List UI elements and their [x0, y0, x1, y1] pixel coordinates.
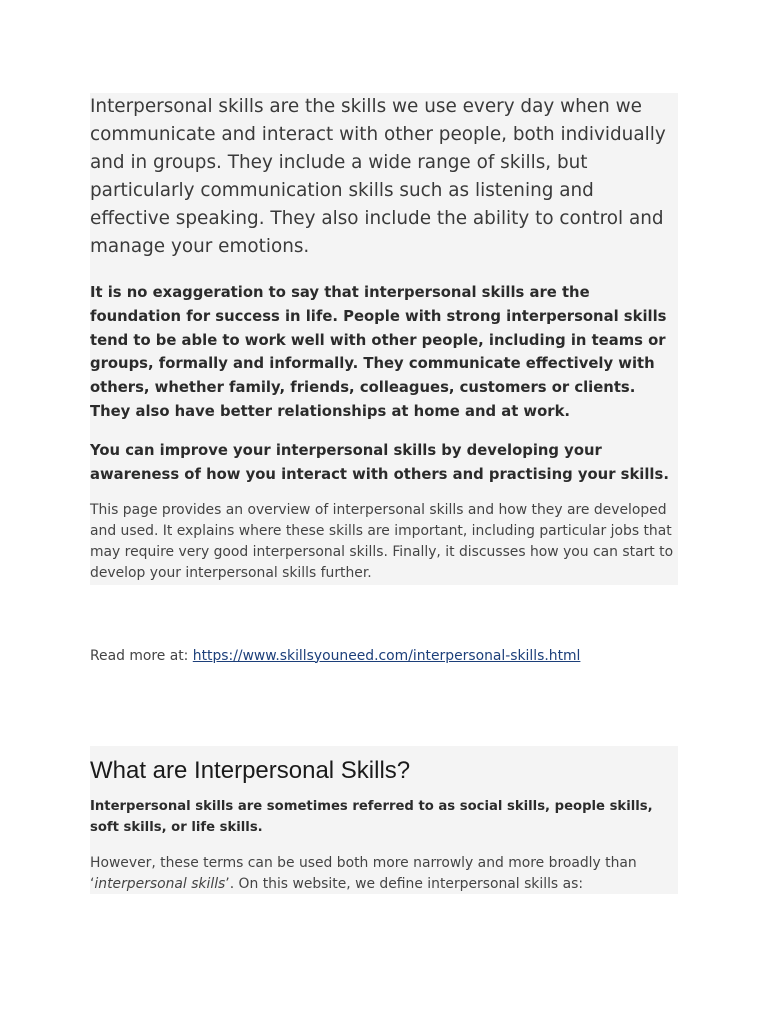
definition-line: However, these terms can be used both more narrowly and more broadly than: [90, 854, 637, 871]
emphasis-line: tend to be able to work well with other people, including in teams or: [90, 331, 666, 349]
emphasis-line: It is no exaggeration to say that interpersonal skills are the: [90, 284, 590, 301]
overview-line: and used. It explains where these skills are important, including particular jobs that: [90, 523, 672, 540]
defined-term: interpersonal skills: [94, 875, 226, 892]
lead-line: communicate and interact with other people, both individually: [90, 124, 666, 145]
source-link[interactable]: https://www.skillsyouneed.com/interpersonal-skills.html: [192, 647, 581, 664]
lead-line: manage your emotions.: [90, 236, 310, 257]
definition-rest: ’. On this website, we define interpersonal skills as:: [225, 875, 584, 892]
emphasis-line: They also have better relationships at home and at work.: [90, 402, 571, 420]
lead-line: particularly communication skills such as listening and: [90, 180, 594, 201]
lead-line: effective speaking. They also include the ability to control and: [90, 208, 664, 229]
overview-line: may require very good interpersonal skills. Finally, it discusses how you can start to: [90, 544, 674, 561]
emphasis-line: groups, formally and informally. They communicate effectively with: [90, 355, 655, 373]
open-quote: ‘: [90, 875, 95, 892]
lead-paragraph: [90, 93, 678, 261]
read-more-label: Read more at:: [90, 647, 189, 664]
synonyms-paragraph: [90, 796, 678, 838]
emphasis-line: foundation for success in life. People with strong interpersonal skills: [90, 307, 667, 325]
overview-line: This page provides an overview of interpersonal skills and how they are developed: [90, 502, 667, 519]
definition-line: [90, 874, 678, 895]
improve-line: awareness of how you interact with others and practising your skills.: [90, 465, 669, 483]
lead-line: and in groups. They include a wide range of skills, but: [90, 152, 588, 173]
lead-line: Interpersonal skills are the skills we use every day when we: [90, 96, 642, 117]
definition-paragraph: [90, 853, 678, 895]
emphasis-line: others, whether family, friends, colleagues, customers or clients.: [90, 379, 636, 397]
overview-paragraph: [90, 500, 678, 584]
emphasis-paragraph: [90, 281, 678, 424]
improve-line: You can improve your interpersonal skills by developing your: [90, 441, 602, 459]
read-more-line: [90, 646, 580, 667]
improve-paragraph: [90, 439, 678, 487]
intro-panel: [90, 93, 678, 585]
section-heading: What are Interpersonal Skills?: [90, 757, 411, 784]
synonyms-line: soft skills, or life skills.: [90, 819, 263, 835]
overview-line: develop your interpersonal skills further.: [90, 565, 372, 582]
synonyms-line: Interpersonal skills are sometimes referred to as social skills, people skills,: [90, 798, 653, 814]
section-panel: [90, 746, 678, 894]
